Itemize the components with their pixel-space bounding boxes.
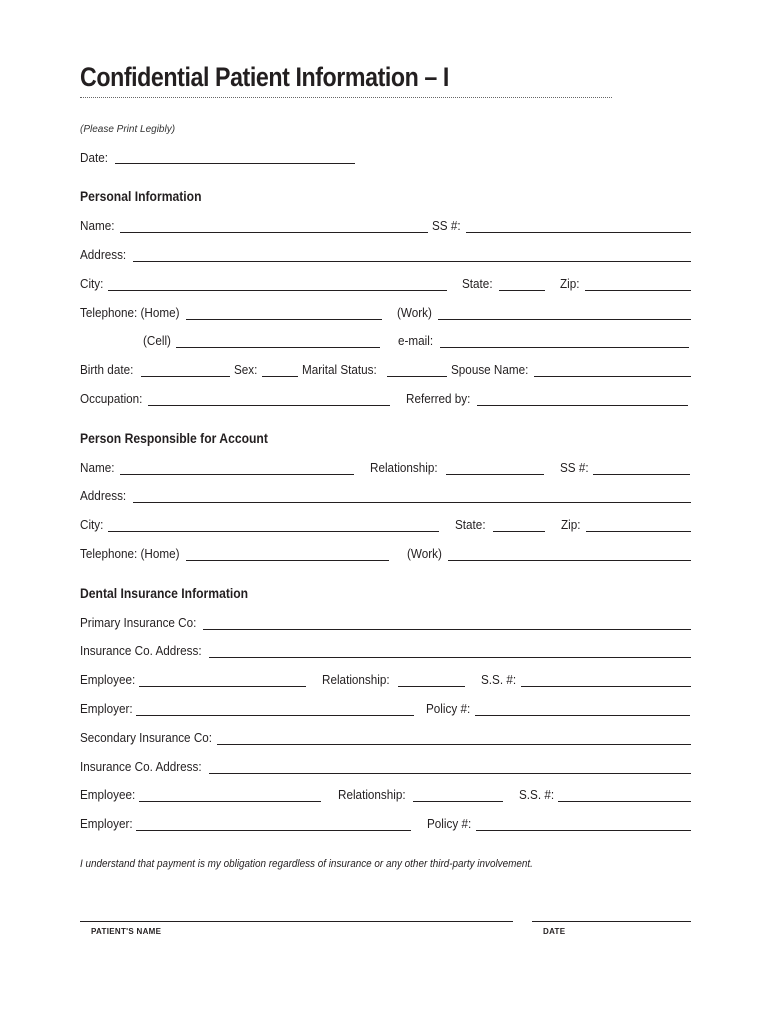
city-field[interactable] (108, 290, 447, 291)
occupation-field[interactable] (148, 405, 390, 406)
relationship-label: Relationship: (322, 672, 390, 687)
resp-work-phone-field[interactable] (448, 560, 691, 561)
email-field[interactable] (440, 347, 689, 348)
patient-name-label: PATIENT'S NAME (91, 927, 162, 936)
address-label: Address: (80, 247, 127, 262)
zip-field[interactable] (585, 290, 691, 291)
employer-2-field[interactable] (136, 830, 411, 831)
state-field[interactable] (499, 290, 545, 291)
birth-date-field[interactable] (141, 376, 230, 377)
policy-field[interactable] (475, 715, 690, 716)
insurance-address-2-label: Insurance Co. Address: (80, 759, 202, 774)
secondary-insurance-label: Secondary Insurance Co: (80, 730, 213, 745)
work-label: (Work) (397, 305, 432, 320)
employer-label: Employer: (80, 701, 133, 716)
ss-field[interactable] (466, 232, 691, 233)
relationship-field[interactable] (398, 686, 465, 687)
payment-obligation-statement: I understand that payment is my obligation regardless of insurance or any other third-party involvement. (80, 858, 533, 870)
ss-number-field[interactable] (521, 686, 691, 687)
cell-label: (Cell) (143, 333, 171, 348)
resp-ss-field[interactable] (593, 474, 690, 475)
city-label: City: (80, 276, 104, 291)
telephone-home-label: Telephone: (Home) (80, 305, 180, 320)
state-label: State: (462, 276, 493, 291)
insurance-heading: Dental Insurance Information (80, 586, 249, 601)
resp-name-field[interactable] (120, 474, 354, 475)
spouse-name-field[interactable] (534, 376, 691, 377)
policy-2-field[interactable] (476, 830, 691, 831)
name-field[interactable] (120, 232, 428, 233)
resp-zip-label: Zip: (561, 517, 581, 532)
marital-status-field[interactable] (387, 376, 447, 377)
birth-date-label: Birth date: (80, 362, 134, 377)
ss-number-label: S.S. #: (481, 672, 517, 687)
work-phone-field[interactable] (438, 319, 691, 320)
employee-label: Employee: (80, 672, 136, 687)
resp-relationship-label: Relationship: (370, 460, 438, 475)
email-label: e-mail: (398, 333, 434, 348)
resp-city-field[interactable] (108, 531, 439, 532)
resp-ss-label: SS #: (560, 460, 589, 475)
secondary-insurance-field[interactable] (217, 744, 691, 745)
zip-label: Zip: (560, 276, 580, 291)
ss-label: SS #: (432, 218, 461, 233)
occupation-label: Occupation: (80, 391, 143, 406)
resp-city-label: City: (80, 517, 104, 532)
title-divider (80, 97, 612, 98)
resp-state-field[interactable] (493, 531, 545, 532)
referred-by-field[interactable] (477, 405, 688, 406)
ss-number-2-field[interactable] (558, 801, 691, 802)
ss-number-2-label: S.S. #: (519, 787, 555, 802)
cell-phone-field[interactable] (176, 347, 380, 348)
responsible-heading: Person Responsible for Account (80, 431, 268, 446)
employee-field[interactable] (139, 686, 306, 687)
sex-field[interactable] (262, 376, 298, 377)
personal-info-heading: Personal Information (80, 189, 202, 204)
employee-2-label: Employee: (80, 787, 136, 802)
date-label: Date: (80, 150, 108, 165)
resp-telephone-home-field[interactable] (186, 560, 389, 561)
marital-status-label: Marital Status: (302, 362, 377, 377)
telephone-home-field[interactable] (186, 319, 382, 320)
name-label: Name: (80, 218, 115, 233)
signature-date-label: DATE (543, 927, 566, 936)
policy-label: Policy #: (426, 701, 471, 716)
employer-2-label: Employer: (80, 816, 133, 831)
employee-2-field[interactable] (139, 801, 321, 802)
resp-state-label: State: (455, 517, 486, 532)
resp-address-label: Address: (80, 488, 127, 503)
date-field[interactable] (115, 163, 355, 164)
policy-2-label: Policy #: (427, 816, 472, 831)
resp-telephone-home-label: Telephone: (Home) (80, 546, 180, 561)
resp-work-label: (Work) (407, 546, 442, 561)
signature-date-field[interactable] (532, 921, 691, 922)
resp-zip-field[interactable] (586, 531, 691, 532)
sex-label: Sex: (234, 362, 258, 377)
form-title: Confidential Patient Information – I (80, 62, 449, 92)
address-field[interactable] (133, 261, 691, 262)
print-legibly-note: (Please Print Legibly) (80, 124, 176, 135)
relationship-2-label: Relationship: (338, 787, 406, 802)
patient-name-field[interactable] (80, 921, 513, 922)
resp-address-field[interactable] (133, 502, 691, 503)
spouse-name-label: Spouse Name: (451, 362, 529, 377)
primary-insurance-label: Primary Insurance Co: (80, 615, 197, 630)
referred-by-label: Referred by: (406, 391, 471, 406)
insurance-address-label: Insurance Co. Address: (80, 643, 202, 658)
resp-name-label: Name: (80, 460, 115, 475)
insurance-address-2-field[interactable] (209, 773, 691, 774)
employer-field[interactable] (136, 715, 414, 716)
primary-insurance-field[interactable] (203, 629, 691, 630)
resp-relationship-field[interactable] (446, 474, 544, 475)
insurance-address-field[interactable] (209, 657, 691, 658)
relationship-2-field[interactable] (413, 801, 503, 802)
